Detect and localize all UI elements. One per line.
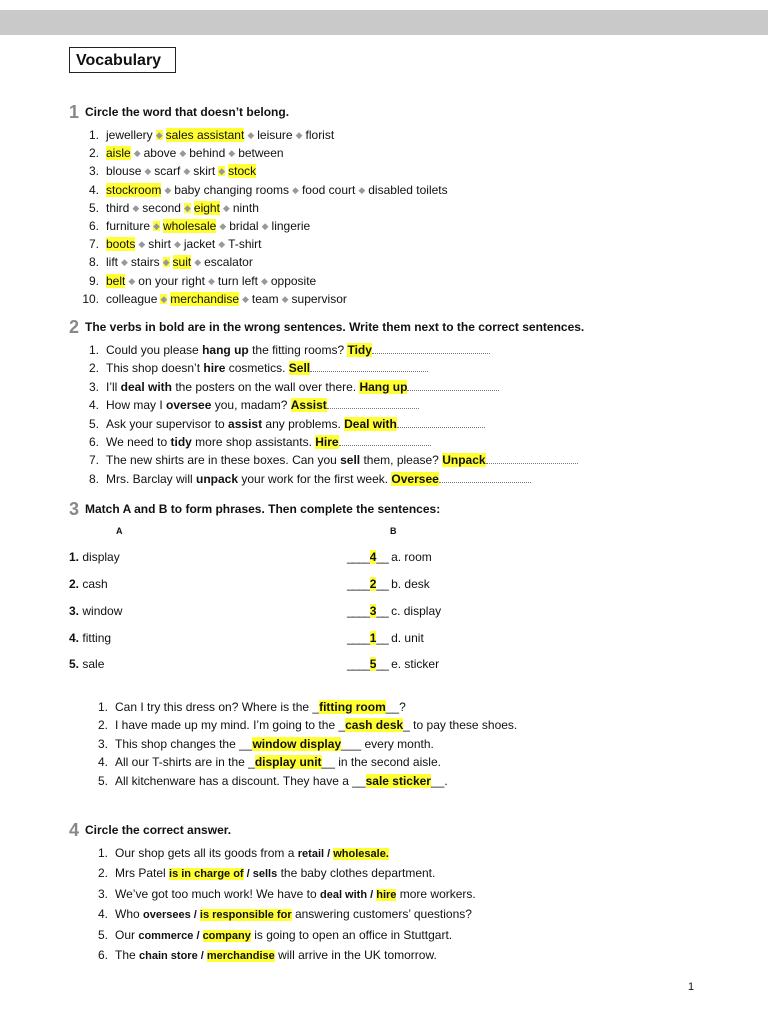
option-text: commerce	[138, 929, 194, 942]
answer: Hire	[315, 435, 339, 450]
column-b-header: B	[390, 526, 397, 536]
option-text: deal with	[319, 888, 368, 901]
section4-heading	[69, 820, 231, 841]
list-item	[97, 885, 476, 905]
word: opposite	[270, 273, 317, 288]
word: food court	[301, 182, 356, 197]
highlighted-word: stockroom	[106, 182, 162, 197]
list-item	[88, 272, 448, 290]
word: disabled toilets	[368, 182, 448, 197]
item-number: 8.	[88, 255, 99, 270]
item-number: 4.	[88, 182, 99, 197]
answer: Assist	[290, 398, 327, 413]
match-a-item	[69, 577, 108, 591]
list-item	[82, 290, 448, 308]
blank-line: ____	[347, 604, 370, 618]
item-number: 5.	[88, 416, 99, 431]
word: escalator	[204, 255, 253, 270]
diamond-separator-icon: ◆	[138, 239, 146, 250]
list-item	[88, 359, 578, 377]
item-number: 5.	[97, 927, 108, 942]
sentence-text: cosmetics.	[225, 361, 289, 376]
word: florist	[305, 128, 335, 142]
word: jacket	[183, 237, 216, 252]
blank-line: __	[376, 577, 388, 591]
highlighted-answer: hire	[376, 888, 397, 901]
match-answer: 1	[369, 631, 377, 645]
diamond-separator-icon: ◆	[162, 257, 170, 268]
phrase-word: c. display	[391, 604, 442, 618]
bold-verb: deal with	[120, 379, 173, 394]
sentence-text: Mrs. Barclay will	[106, 471, 197, 486]
word: ninth	[232, 200, 259, 215]
word: skirt	[193, 164, 216, 179]
item-number: 6.	[88, 435, 99, 450]
section2-heading	[69, 317, 584, 338]
diamond-separator-icon: ◆	[207, 275, 215, 286]
answer-line	[439, 474, 531, 483]
sentence-text: more shop assistants.	[191, 435, 316, 450]
highlighted-word: aisle	[106, 146, 131, 161]
word: third	[106, 200, 130, 215]
diamond-separator-icon: ◆	[183, 166, 191, 177]
diamond-separator-icon: ◆	[194, 257, 202, 268]
item-number: 2.	[69, 577, 80, 591]
phrase-word: display	[82, 550, 120, 564]
diamond-separator-icon: ◆	[121, 257, 128, 268]
diamond-separator-icon: ◆	[133, 148, 141, 159]
sentence-text: the posters on the wall over there.	[172, 379, 360, 394]
word: lingerie	[271, 219, 311, 234]
sentence-text: Our	[115, 927, 139, 942]
list-item	[97, 926, 476, 946]
answer: sale sticker	[365, 773, 431, 788]
option-text: retail	[297, 848, 325, 860]
sentence-text: Ask your supervisor to	[106, 416, 229, 431]
word: above	[143, 146, 177, 161]
bold-verb: hang up	[202, 343, 249, 357]
item-number: 3.	[88, 379, 99, 394]
word: team	[251, 291, 279, 306]
list-item	[88, 415, 578, 433]
match-a-item	[69, 604, 122, 618]
section3-number: 3	[69, 499, 80, 519]
list-item	[88, 199, 448, 217]
diamond-separator-icon: ◆	[160, 293, 168, 304]
section4-instruction: Circle the correct answer.	[85, 823, 232, 837]
diamond-separator-icon: ◆	[247, 130, 255, 140]
list-item	[88, 378, 578, 396]
option-text: /	[324, 848, 334, 860]
highlighted-word: merchandise	[170, 291, 239, 306]
list-item	[97, 735, 517, 753]
list-item	[97, 844, 476, 864]
phrase-word: d. unit	[391, 631, 424, 645]
answer: display unit	[254, 755, 322, 770]
sentence-text: Could you please	[106, 343, 203, 357]
item-number: 9.	[88, 273, 99, 288]
answer-line	[397, 419, 485, 428]
word: behind	[189, 146, 226, 161]
answer-line	[339, 437, 431, 446]
item-number: 5.	[69, 657, 80, 671]
list-item	[88, 126, 448, 144]
diamond-separator-icon: ◆	[132, 202, 140, 213]
option-text: /	[243, 868, 253, 881]
sentence-text: __.	[430, 773, 448, 788]
option-text: oversees	[143, 909, 191, 922]
word: stairs	[130, 255, 160, 270]
word: on your right	[138, 273, 205, 288]
word: bridal	[229, 219, 259, 234]
match-a-item	[69, 657, 104, 671]
list-item	[88, 433, 578, 451]
match-b-item	[347, 631, 424, 645]
list-item	[88, 451, 578, 469]
word: T-shirt	[228, 237, 262, 252]
section3-sentence-list	[97, 698, 518, 790]
match-answer: 2	[369, 577, 377, 591]
item-number: 3.	[88, 164, 99, 179]
option-text: /	[367, 888, 377, 901]
bold-verb: sell	[340, 453, 361, 468]
sentence-text: the baby clothes department.	[277, 866, 436, 881]
option-text: sells	[252, 868, 278, 881]
list-item	[97, 946, 476, 966]
item-number: 4.	[69, 631, 80, 645]
diamond-separator-icon: ◆	[128, 275, 136, 286]
item-number: 1.	[88, 343, 99, 357]
answer-line	[372, 345, 490, 354]
answer: Unpack	[442, 453, 486, 468]
sentence-text: We’ve got too much work! We have to	[115, 886, 320, 901]
list-item	[88, 181, 448, 199]
answer: window display	[252, 736, 342, 751]
blank-line: ____	[347, 550, 370, 564]
sentence-text: is going to open an office in Stuttgart.	[250, 927, 453, 942]
section4-list	[97, 844, 476, 966]
word: baby changing rooms	[174, 182, 290, 197]
highlighted-word: wholesale	[162, 219, 217, 234]
answer: Hang up	[359, 379, 408, 394]
diamond-separator-icon: ◆	[260, 275, 268, 286]
top-bar	[0, 10, 768, 35]
diamond-separator-icon: ◆	[155, 130, 163, 140]
option-text: chain store	[139, 950, 198, 963]
diamond-separator-icon: ◆	[358, 184, 366, 195]
sentence-text: Can I try this dress on? Where is the _	[115, 700, 320, 714]
answer-line	[310, 363, 428, 372]
item-number: 5.	[97, 773, 108, 788]
bold-verb: tidy	[170, 435, 192, 450]
diamond-separator-icon: ◆	[219, 221, 227, 232]
item-number: 3.	[97, 736, 108, 751]
highlighted-answer: merchandise	[206, 950, 275, 963]
blank-line: __	[376, 631, 388, 645]
sentence-text: ___ every month.	[341, 736, 434, 751]
answer: Tidy	[347, 343, 372, 357]
diamond-separator-icon: ◆	[281, 293, 289, 304]
word: scarf	[154, 164, 181, 179]
match-b-item	[347, 604, 441, 618]
item-number: 1.	[97, 846, 108, 860]
section4-number: 4	[69, 820, 80, 840]
list-item	[88, 341, 578, 359]
bold-verb: oversee	[166, 398, 212, 413]
section2-list	[88, 341, 578, 488]
highlighted-word: boots	[106, 237, 136, 252]
item-number: 10.	[82, 291, 99, 306]
section2-number: 2	[69, 317, 80, 337]
item-number: 3.	[97, 886, 108, 901]
list-item	[88, 235, 448, 253]
blank-line: __	[376, 550, 388, 564]
item-number: 2.	[97, 866, 108, 881]
highlighted-answer: company	[202, 929, 251, 942]
diamond-separator-icon: ◆	[218, 239, 226, 250]
blank-line: ____	[347, 577, 370, 591]
highlighted-answer: wholesale.	[333, 848, 389, 860]
sentence-text: This shop doesn’t	[106, 361, 204, 376]
match-answer: 5	[369, 657, 377, 671]
diamond-separator-icon: ◆	[179, 148, 187, 159]
highlighted-answer: is responsible for	[199, 909, 292, 922]
sentence-text: The	[115, 948, 140, 963]
diamond-separator-icon: ◆	[218, 166, 226, 177]
answer-line	[327, 400, 419, 409]
item-number: 1.	[69, 550, 80, 564]
diamond-separator-icon: ◆	[295, 130, 303, 140]
sentence-text: How may I	[106, 398, 167, 413]
sentence-text: more workers.	[396, 886, 476, 901]
highlighted-word: suit	[172, 255, 192, 270]
word: blouse	[106, 164, 142, 179]
word: turn left	[217, 273, 258, 288]
answer: Deal with	[344, 416, 397, 431]
list-item	[97, 772, 517, 790]
item-number: 6.	[97, 948, 108, 963]
answer: cash desk	[345, 718, 404, 733]
phrase-word: sale	[82, 657, 105, 671]
diamond-separator-icon: ◆	[228, 148, 236, 159]
blank-line: ____	[347, 631, 370, 645]
word: furniture	[106, 219, 151, 234]
answer: fitting room	[319, 700, 386, 714]
highlighted-word: stock	[228, 164, 257, 179]
match-a-item	[69, 631, 111, 645]
sentence-text: All our T-shirts are in the _	[115, 755, 255, 770]
item-number: 1.	[97, 700, 108, 714]
page-title: Vocabulary	[69, 47, 176, 73]
list-item	[97, 753, 517, 771]
page-number: 1	[688, 981, 695, 993]
sentence-text: _ to pay these shoes.	[403, 718, 518, 733]
list-item	[97, 716, 518, 734]
diamond-separator-icon: ◆	[173, 239, 181, 250]
list-item	[97, 698, 517, 716]
option-text: /	[193, 929, 203, 942]
word: colleague	[106, 291, 158, 306]
list-item	[97, 905, 476, 925]
sentence-text: The new shirts are in these boxes. Can you	[106, 453, 341, 468]
match-b-item	[347, 577, 430, 591]
word: lift	[106, 255, 118, 270]
answer-line	[407, 382, 499, 391]
diamond-separator-icon: ◆	[242, 293, 249, 304]
item-number: 3.	[69, 604, 80, 618]
sentence-text: them, please?	[360, 453, 443, 468]
match-answer: 4	[369, 550, 377, 564]
item-number: 4.	[97, 907, 108, 922]
column-a-header: A	[116, 526, 123, 536]
sentence-text: the fitting rooms?	[248, 343, 348, 357]
diamond-separator-icon: ◆	[183, 202, 191, 213]
list-item	[97, 864, 476, 884]
item-number: 4.	[97, 755, 108, 770]
list-item	[88, 396, 578, 414]
sentence-text: I have made up my mind. I’m going to the _	[115, 718, 346, 733]
diamond-separator-icon: ◆	[153, 221, 160, 232]
section1-list	[82, 126, 448, 308]
item-number: 2.	[97, 718, 108, 733]
highlighted-answer: is in charge of	[169, 868, 244, 881]
list-item	[88, 217, 448, 235]
sentence-text: will arrive in the UK tomorrow.	[274, 948, 437, 963]
list-item	[88, 470, 578, 488]
word: jewellery	[106, 128, 153, 142]
blank-line: __	[376, 657, 388, 671]
match-a-item	[69, 550, 120, 564]
highlighted-word: eight	[193, 200, 220, 215]
item-number: 7.	[88, 453, 99, 468]
answer-line	[486, 455, 578, 464]
sentence-text: your work for the first week.	[238, 471, 392, 486]
section2-instruction: The verbs in bold are in the wrong sentences. Write them next to the correct sentences.	[85, 320, 585, 334]
sentence-text: __?	[385, 700, 406, 714]
section3-instruction: Match A and B to form phrases. Then complete the sentences:	[85, 502, 441, 516]
word: between	[238, 146, 284, 161]
item-number: 2.	[88, 361, 99, 376]
sentence-text: I’ll	[106, 379, 121, 394]
bold-verb: assist	[228, 416, 263, 431]
match-b-item	[347, 550, 432, 564]
phrase-word: b. desk	[391, 577, 430, 591]
word: leisure	[257, 128, 293, 142]
item-number: 5.	[88, 200, 99, 215]
item-number: 4.	[88, 398, 99, 413]
list-item	[88, 144, 448, 162]
item-number: 2.	[88, 146, 99, 161]
sentence-text: We need to	[106, 435, 171, 450]
item-number: 8.	[88, 471, 99, 486]
phrase-word: a. room	[391, 550, 432, 564]
answer: Oversee	[391, 471, 439, 486]
section1-heading	[69, 102, 289, 123]
sentence-text: All kitchenware has a discount. They have a __	[115, 773, 366, 788]
item-number: 7.	[88, 237, 99, 252]
answer: Sell	[288, 361, 311, 376]
sentence-text: __ in the second aisle.	[321, 755, 441, 770]
list-item	[88, 253, 448, 271]
diamond-separator-icon: ◆	[222, 202, 230, 213]
phrase-word: fitting	[82, 631, 112, 645]
option-text: /	[197, 950, 207, 963]
phrase-word: cash	[82, 577, 108, 591]
section3-heading	[69, 499, 440, 520]
item-number: 6.	[88, 219, 99, 234]
diamond-separator-icon: ◆	[292, 184, 299, 195]
sentence-text: This shop changes the __	[115, 736, 253, 751]
word: supervisor	[291, 291, 347, 306]
section1-number: 1	[69, 102, 80, 122]
list-item	[88, 162, 448, 180]
sentence-text: you, madam?	[211, 398, 291, 413]
highlighted-word: belt	[106, 273, 126, 288]
diamond-separator-icon: ◆	[164, 184, 172, 195]
bold-verb: hire	[203, 361, 226, 376]
phrase-word: window	[82, 604, 123, 618]
sentence-text: Who	[115, 907, 144, 922]
sentence-text: Our shop gets all its goods from a	[115, 846, 298, 860]
word: second	[142, 200, 181, 215]
item-number: 1.	[88, 128, 99, 142]
bold-verb: unpack	[196, 471, 239, 486]
blank-line: __	[376, 604, 388, 618]
diamond-separator-icon: ◆	[144, 166, 152, 177]
section1-instruction: Circle the word that doesn’t belong.	[85, 105, 290, 119]
match-b-item	[347, 657, 439, 671]
match-answer: 3	[369, 604, 377, 618]
diamond-separator-icon: ◆	[261, 221, 269, 232]
word: shirt	[148, 237, 171, 252]
sentence-text: any problems.	[262, 416, 345, 431]
sentence-text: answering customers’ questions?	[291, 907, 472, 922]
phrase-word: e. sticker	[391, 657, 440, 671]
blank-line: ____	[347, 657, 370, 671]
option-text: /	[190, 909, 200, 922]
sentence-text: Mrs Patel	[115, 866, 170, 881]
highlighted-word: sales assistant	[165, 128, 245, 142]
